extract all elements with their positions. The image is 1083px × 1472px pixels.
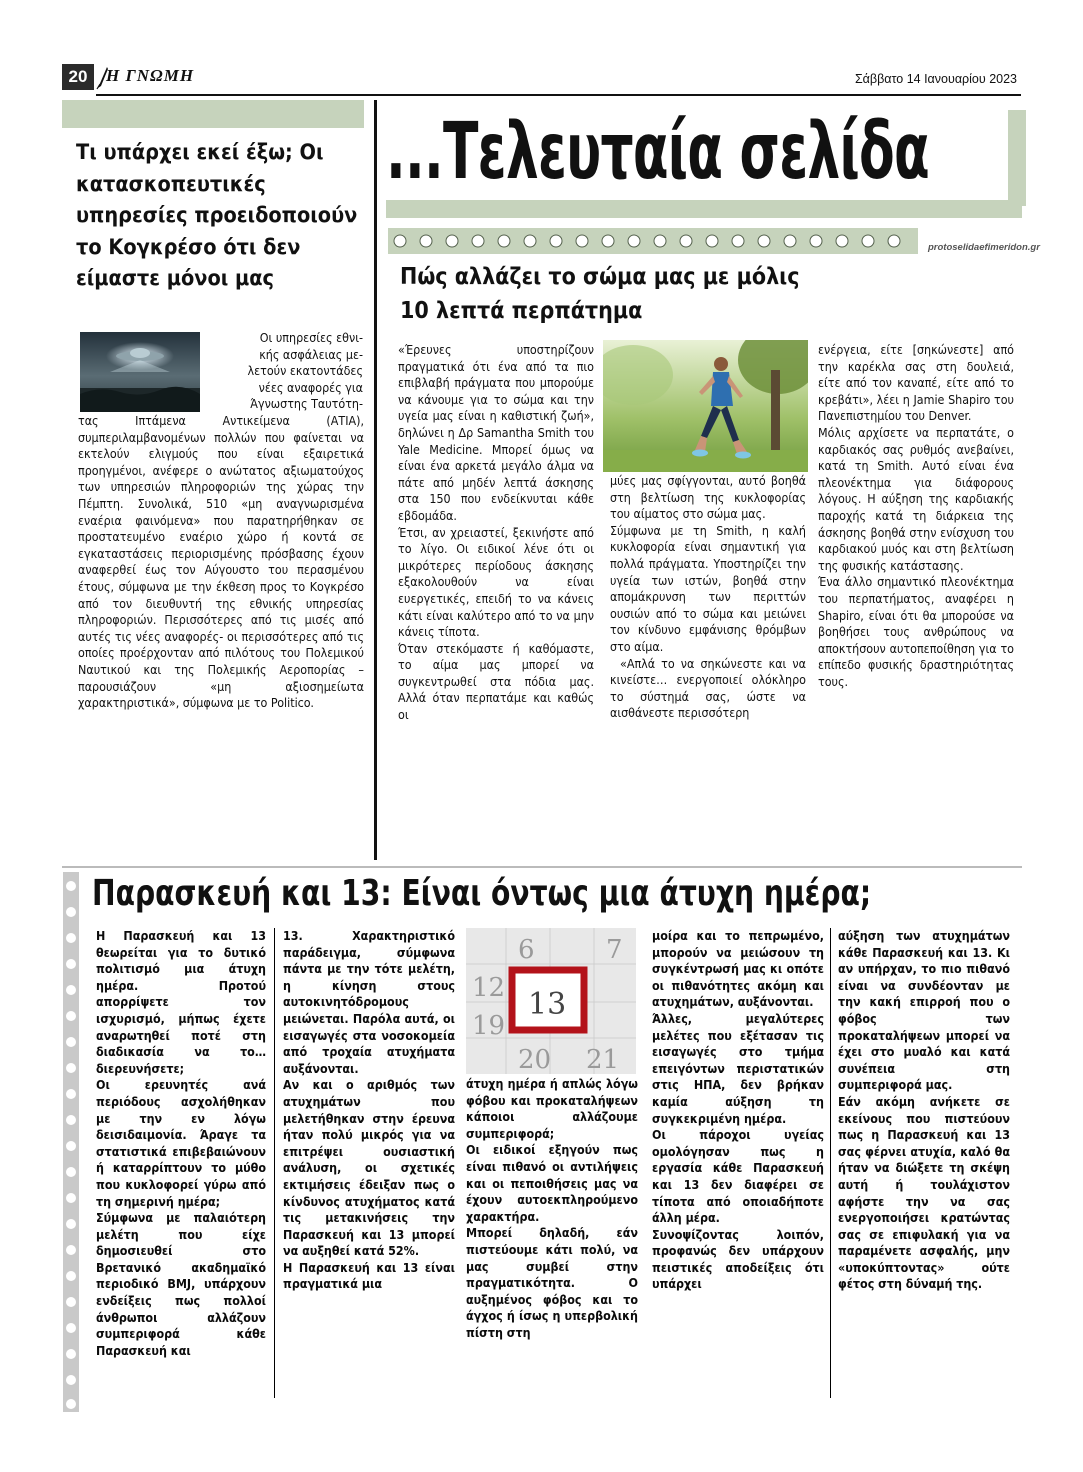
ufo-body-text: τας Ιπτάμενα Αντικείμενα (ΑΤΙΑ), συμπεριλαμβανομένων πολλών που φαίνεται να εκτελούν ελιγμούς που είναι εξαιρετικά προηγμένοι, ανέφερε ο ανώτατος αξιωματούχος των υπηρεσιών πληροφοριών της χώρας την Πέμπτη. Συνολικά, 510 «μη αναγνωρισμένα εναέρια φαινόμενα» που παρατηρήθηκαν σε προστατευμένο εναέριο χώρο ή κοντά σε εγκαταστάσεις περιορισμένης πρόσβασης έχουν αναφερθεί έως τον Αύγουστο του περασμένου έτους, σύμφωνα με την έκθεση προς το Κογκρέσο από τον διευθυντή της εθνικής υπηρεσίας πληροφοριών. Περισσότερες από τις μισές από αυτές τις νέες αναφορές- οι περισσότερες από τις οποίες προέρχονταν από πιλότους του Πολεμικού Ναυτικού και της Πολεμικής Αεροπορίας – παρουσιάζουν «μη αξιοσημείωτα χαρακτηριστικά», σύμφωνα με το Politico. bbox=[78, 413, 364, 711]
walk-col3-para-3: Ένα άλλο σημαντικό πλεονέκτημα του περπατήματος, αναφέρει η Shapiro, είναι ότι θα μπορούσε να βοηθήσει τους ανθρώπους να αποκτήσουν αυτοπεποίθηση για το επίπεδο φυσικής δραστηριότητας τους. bbox=[818, 574, 1014, 689]
friday-col5-para-1: αύξηση των ατυχημάτων κάθε Παρασκευή και 13. Κι αν υπήρχαν, το πιο πιθανό είναι να συνδέονταν με την κακή επιρροή που ο φόβος των προκαταλήψεων μπορεί να έχει στο μυαλό και κατά συνέπεια στη συμπεριφορά μας. bbox=[838, 928, 1010, 1093]
decorative-side-tabs bbox=[1000, 110, 1026, 206]
calendar-13-photo bbox=[466, 928, 636, 1074]
friday-col2-para-3: Η Παρασκευή και 13 είναι πραγματικά μια bbox=[283, 1259, 455, 1292]
friday-col1-para-3: Σύμφωνα με παλαιότερη μελέτη που είχε δημοσιευθεί στο Βρετανικό ακαδημαϊκό περιοδικό BMJ, υπάρχουν ενδείξεις πως πολλοί άνθρωποι αλλάζουν συμπεριφορά κάθε Παρασκευή και bbox=[96, 1210, 266, 1358]
friday-col2-para-1: 13. Χαρακτηριστικό παράδειγμα, σύμφωνα πάντα με την τότε μελέτη, η κίνηση στους αυτοκινητόδρομους μειώνεται. Παρόλα αυτά, οι εισαγωγές στα νοσοκομεία από τροχαία ατυχήματα αυξάνονται. bbox=[283, 928, 455, 1076]
friday-col3-para-2: Οι ειδικοί εξηγούν πως είναι πιθανό οι αντιλήψεις και οι πεποιθήσεις μας να έχουν αυτοεκπληρούμενο χαρακτήρα. bbox=[466, 1142, 638, 1224]
column-divider-1 bbox=[274, 928, 275, 1398]
walk-col2-para-3: «Απλά το να σηκώνεστε και να κινείστε… ενεργοποιεί ολόκληρο το σύστημά σας, ώστε να αισθάνεστε περισσότερη bbox=[610, 655, 806, 721]
calendar-number-19: 19 bbox=[472, 1011, 506, 1041]
calendar-number-6: 6 bbox=[518, 935, 535, 965]
calendar-number-12: 12 bbox=[472, 973, 506, 1003]
ufo-intro bbox=[205, 330, 363, 413]
walk-column-1 bbox=[398, 342, 594, 724]
friday-col2-para-2: Αν και ο αριθμός των ατυχημάτων που μελετήθηκαν στην έρευνα ήταν πολύ μικρός για να επιτρέψει ουσιαστική ανάλυση, οι σχετικές εκτιμήσεις έδειξαν πως ο κίνδυνος ατυχήματος κατά τις μετακινήσεις την Παρασκευή και 13 μπορεί να αυξηθεί κατά 52%. bbox=[283, 1077, 455, 1259]
title-green-band bbox=[386, 200, 1022, 218]
friday-column-4 bbox=[652, 928, 824, 1293]
walk-col1-para-2: Έτσι, αν χρειαστεί, ξεκινήστε από το λίγο. Οι ειδικοί λένε ότι οι μικρότερες περίοδους άσκησης εξακολουθούν να είναι ευεργετικές, επειδή το να κάνεις κάτι είναι καλύτερο από το να μην κάνεις τίποτα. bbox=[398, 524, 594, 640]
column-divider bbox=[374, 100, 377, 860]
friday-col4-para-4: Συνοψίζοντας λοιπόν, προφανώς δεν υπάρχουν πειστικές αποδείξεις ότι υπάρχει bbox=[652, 1226, 824, 1292]
issue-date: Σάββατο 14 Ιανουαρίου 2023 bbox=[854, 72, 1017, 86]
walk-col2-para-2: Σύμφωνα με τη Smith, η καλή κυκλοφορία είναι σημαντική για πολλά πράγματα. Υποστηρίζει την υγεία των ιστών, βοηθά στην απομάκρυνση των περιττών ουσιών από το σώμα και μειώνει τον κίνδυνο εμφάνισης θρόμβων στο αίμα. bbox=[610, 522, 806, 654]
walk-headline-line-2: 10 λεπτά περπάτημα bbox=[400, 298, 643, 324]
friday-col4-para-1: μοίρα και το πεπρωμένο, μπορούν να μειώσουν τη συγκέντρωσή μας κι οπότε οι πιθανότητες ακόμη και ατυχημάτων, αυξάνονται. bbox=[652, 928, 824, 1010]
ufo-article-headline: Τι υπάρχει εκεί έξω; Οι κατασκοπευτικές υπηρεσίες προειδοποιούν το Κογκρέσο ότι δεν είμαστε μόνοι μας bbox=[76, 140, 358, 291]
walk-article-headline bbox=[400, 260, 1000, 328]
walk-column-2 bbox=[610, 473, 806, 722]
source-watermark: protoselidaefimeridon.gr bbox=[928, 242, 1040, 253]
friday13-headline: Παρασκευή και 13: Είναι όντως μια άτυχη ημέρα; bbox=[92, 873, 872, 914]
friday-column-3 bbox=[466, 1076, 638, 1342]
page-number: 20 bbox=[62, 64, 94, 90]
friday-column-2 bbox=[283, 928, 455, 1293]
walking-woman-photo bbox=[603, 340, 808, 472]
friday-col4-para-2: Άλλες, μεγαλύτερες μελέτες που εξέτασαν τις εισαγωγές στο τμήμα επειγόντων περιστατικών στις ΗΠΑ, δεν βρήκαν καμία αύξηση τη συγκεκριμένη ημέρα. bbox=[652, 1010, 824, 1126]
ufo-intro-line-2: κής ασφάλειας με- bbox=[259, 346, 363, 362]
walk-col2-para-1: μύες μας σφίγγονται, αυτό βοηθά στη βελτίωση της κυκλοφορίας του αίματος στο σώμα μας. bbox=[610, 473, 806, 522]
section-title: ...Τελευταία σελίδα bbox=[386, 107, 929, 197]
calendar-number-20: 20 bbox=[518, 1045, 552, 1074]
header-rule bbox=[96, 94, 1021, 96]
walk-col1-para-3: Όταν στεκόμαστε ή καθόμαστε, το αίμα μας μπορεί να συγκεντρωθεί στα πόδια μας. Αλλά όταν περπατάμε και καθώς οι bbox=[398, 640, 594, 723]
friday-column-5 bbox=[838, 928, 1010, 1293]
ufo-intro-line-3: λετούν εκατοντάδες bbox=[247, 363, 363, 379]
friday-col3-para-1: άτυχη ημέρα ή απλώς λόγω φόβου και προκαταλήψεων κάποιοι αλλάζουμε συμπεριφορά; bbox=[466, 1076, 638, 1141]
calendar-number-13: 13 bbox=[528, 987, 567, 1022]
walk-column-3 bbox=[818, 342, 1014, 690]
section-rule bbox=[62, 866, 1022, 868]
friday-col1-para-1: Η Παρασκευή και 13 θεωρείται για το δυτικό πολιτισμό μια άτυχη ημέρα. Προτού απορρίψετε τον ισχυρισμό, μήπως έχετε αναρωτηθεί ποτέ στη διαδικασία να το… διερευνήσετε; bbox=[96, 928, 266, 1076]
friday-col3-para-3: Μπορεί δηλαδή, εάν πιστεύουμε κάτι πολύ, να μας συμβεί στην πραγματικότητα. Ο αυξημένος φόβος και το άγχος ή ίσως η υπερβολική πίστη στη bbox=[466, 1225, 638, 1340]
ufo-intro-line-1: Οι υπηρεσίες εθνι- bbox=[259, 330, 363, 345]
dotted-divider bbox=[388, 228, 918, 254]
walk-col3-para-2: Μόλις αρχίσετε να περπατάτε, ο καρδιακός σας ρυθμός ανεβαίνει, κατά τη Smith. Αυτό είναι ένα πλεονέκτημα για διάφορους λόγους. Η αύξηση της καρδιακής παροχής κατά τη διάρκεια της άσκησης βοηθά στην ενίσχυση του καρδιακού μυός και στη βελτίωση της φυσικής κατάστασης. bbox=[818, 424, 1014, 573]
walk-col1-para-1: «Έρευνες υποστηρίζουν πραγματικά ότι ένα από τα πιο επιβλαβή πράγματα που μπορούμε να κάνουμε για το σώμα και την υγεία μας είναι η καθιστική ζωή», δηλώνει η Δρ Samantha Smith του Yale Medicine. Μπορεί όμως να είναι ένα αρκετά μεγάλο άλμα να πάτε από μηδέν λεπτά άσκησης στα 150 που ενδείκνυται κάθε εβδομάδα. bbox=[398, 342, 594, 523]
ufo-intro-line-5: Άγνωστης Ταυτότη- bbox=[250, 396, 363, 412]
calendar-number-21: 21 bbox=[586, 1045, 620, 1074]
column-divider-2 bbox=[830, 928, 831, 1398]
perforated-strip bbox=[63, 872, 79, 1412]
calendar-number-7: 7 bbox=[606, 935, 623, 965]
friday-col5-para-2: Εάν ακόμη ανήκετε σε εκείνους που πιστεύουν πως η Παρασκευή και 13 σας φέρνει ατυχία, καλό θα ήταν να διώξετε τη σκέψη αυτή ή τουλάχιστον αφήστε την να σας ενεργοποιήσει κρατώντας σας σε επιφυλακή για να παραμένετε ασφαλής, μην «υποκύπτοντας» ούτε φέτος στη δύναμή της. bbox=[838, 1093, 1010, 1292]
ufo-photo bbox=[80, 332, 200, 412]
friday-column-1 bbox=[96, 928, 266, 1359]
ufo-intro-line-4: νέες αναφορές για bbox=[258, 379, 363, 395]
publication-name: Η ΓΝΩΜΗ bbox=[106, 66, 195, 85]
ufo-body bbox=[78, 413, 364, 712]
walk-col3-para-1: ενέργεια, είτε [σηκώνεστε] από την καρέκλα σας στη δουλειά, είτε από τον καναπέ, είτε από το κρεβάτι», λέει η Jamie Shapiro του Πανεπιστημίου του Denver. bbox=[818, 342, 1014, 424]
left-green-band bbox=[62, 100, 364, 128]
friday-col1-para-2: Οι ερευνητές ανά περιόδους ασχολήθηκαν με την εν λόγω δεισιδαιμονία. Άραγε τα στατιστικά επιβεβαιώνουν ή καταρρίπτουν το μύθο που κυκλοφορεί γύρω από τη σημερινή ημέρα; bbox=[96, 1077, 266, 1209]
friday-col4-para-3: Οι πάροχοι υγείας ομολόγησαν πως η εργασία κάθε Παρασκευή και 13 δεν διαφέρει σε τίποτα από οποιαδήποτε άλλη μέρα. bbox=[652, 1127, 824, 1226]
walk-headline-line-1: Πώς αλλάζει το σώμα μας με μόλις bbox=[400, 264, 800, 290]
